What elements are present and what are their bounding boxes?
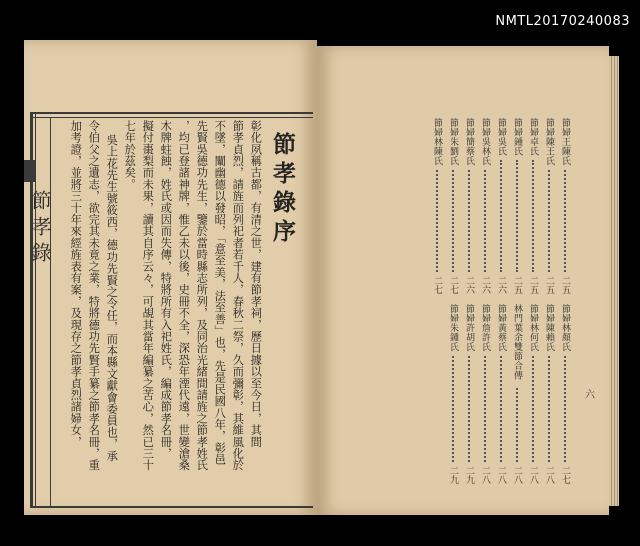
toc-entry-page: 二七 xyxy=(448,276,458,294)
spine-char: 孝 xyxy=(28,216,52,242)
toc-leader-dots xyxy=(532,160,534,272)
toc-entry-page: 二五 xyxy=(528,276,538,294)
toc-leader-dots xyxy=(500,160,502,272)
text-column: ，均已登諸神牌，惟乙未以後，史冊不全，深恐年湮代遠，世變滄桑 xyxy=(177,120,191,471)
text-column: 擬付棗梨而未果，讀其自序云々，可覘其當年編纂之苦心，然已三十 xyxy=(141,120,155,471)
toc-leader-dots xyxy=(500,356,502,462)
right-page xyxy=(317,46,609,515)
toc-entry-name: 節婦林何氏 xyxy=(528,304,538,352)
frame-top-inner-line xyxy=(30,117,313,118)
watermark-id: NMTL20170240083 xyxy=(495,14,630,29)
toc-leader-dots xyxy=(484,356,486,462)
toc-entry-name: 節婦詹許氏 xyxy=(480,304,490,352)
toc-entry-name: 林門葉余雙節合傳 xyxy=(512,304,522,380)
page-edges xyxy=(609,56,619,506)
toc-leader-dots xyxy=(516,388,518,462)
toc-entry-name: 節婦吳林氏 xyxy=(480,118,490,166)
page-number: 六 xyxy=(585,390,595,401)
spine-divider-line xyxy=(50,118,51,506)
toc-leader-dots xyxy=(548,170,550,272)
toc-entry-page: 二八 xyxy=(496,466,506,484)
text-column: 節孝貞烈，請旌而列祀者若千人，春秋二祭，久而彌彰，其維風化於 xyxy=(231,120,245,471)
toc-entry-name: 節婦許胡氏 xyxy=(464,304,474,352)
toc-entry-name: 節婦林顏氏 xyxy=(560,304,570,352)
toc-leader-dots xyxy=(532,356,534,462)
frame-bottom-line xyxy=(30,506,313,508)
toc-leader-dots xyxy=(516,160,518,272)
toc-entry-page: 二五 xyxy=(544,276,554,294)
frame-top-line xyxy=(30,112,313,114)
toc-entry-page: 二五 xyxy=(512,276,522,294)
toc-entry-page: 二七 xyxy=(432,276,442,294)
toc-entry-name: 節婦黃蔡氏 xyxy=(496,304,506,352)
toc-leader-dots xyxy=(468,170,470,272)
toc-entry-name: 節婦王陳氏 xyxy=(560,118,570,166)
toc-entry-name: 節婦簡蔡氏 xyxy=(464,118,474,166)
toc-leader-dots xyxy=(564,170,566,272)
text-column: 彰化夙稱古都，有清之世，建有節孝祠，歷日據以至今日，其間 xyxy=(249,120,263,448)
toc-entry-page: 二五 xyxy=(560,276,570,294)
spine-title xyxy=(26,190,55,268)
toc-leader-dots xyxy=(436,170,438,272)
toc-entry-page: 二八 xyxy=(528,466,538,484)
toc-leader-dots xyxy=(452,356,454,462)
preface-title: 節孝錄序 xyxy=(269,132,296,248)
toc-entry-name: 節婦朱鍾氏 xyxy=(448,304,458,352)
toc-leader-dots xyxy=(484,170,486,272)
toc-leader-dots xyxy=(452,170,454,272)
toc-entry-name: 節婦朱劉氏 xyxy=(448,118,458,166)
toc-leader-dots xyxy=(564,356,566,462)
spine-char: 節 xyxy=(28,190,52,216)
text-column: 七年於茲矣。 xyxy=(123,120,137,191)
text-column: 不墜，闡幽德以發昭，「意至美，法至善」也，先是民國八年，彰邑 xyxy=(213,120,227,466)
toc-entry-page: 二八 xyxy=(512,466,522,484)
open-book xyxy=(24,40,618,515)
left-page xyxy=(24,40,317,515)
text-column: 木牌蛀蝕，姓氏或因而失傳，特將所有入祀姓氏，編成節孝名冊， xyxy=(159,120,173,460)
text-column: 先賢吳德功先生，鑒於當時縣志所列，及同治光緒間請旌之節孝姓氏 xyxy=(195,120,209,471)
toc-entry-page: 二六 xyxy=(496,276,506,294)
toc-entry-name: 節婦陳王氏 xyxy=(544,118,554,166)
spine-mark xyxy=(24,160,36,182)
toc-entry-page: 二八 xyxy=(480,466,490,484)
toc-entry-page: 二六 xyxy=(480,276,490,294)
toc-entry-page: 二八 xyxy=(544,466,554,484)
toc-leader-dots xyxy=(468,356,470,462)
toc-entry-page: 二六 xyxy=(464,276,474,294)
toc-entry-name: 節婦卓氏 xyxy=(528,118,538,156)
text-column: 加考證，並將三十年來經旌表有案，及現存之節孝貞烈諸婦女， xyxy=(69,120,83,448)
spine-char: 錄 xyxy=(28,242,52,268)
text-column: 令伯父之遺志，欲完其未竟之業，特將德功先賢手纂之節孝名冊，重 xyxy=(87,120,101,471)
toc-entry-name: 節婦陳賴氏 xyxy=(544,304,554,352)
toc-entry-page: 二九 xyxy=(464,466,474,484)
text-column: 吳上花先生號筱西，德功先賢之令任，而本縣文獻會委員也，承 xyxy=(105,134,119,462)
toc-entry-name: 節婦林陳氏 xyxy=(432,118,442,166)
toc-leader-dots xyxy=(548,356,550,462)
toc-entry-name: 節婦鍾氏 xyxy=(512,118,522,156)
toc-entry-page: 二九 xyxy=(448,466,458,484)
toc-entry-name: 節婦吳氏 xyxy=(496,118,506,156)
toc-entry-page: 二七 xyxy=(560,466,570,484)
